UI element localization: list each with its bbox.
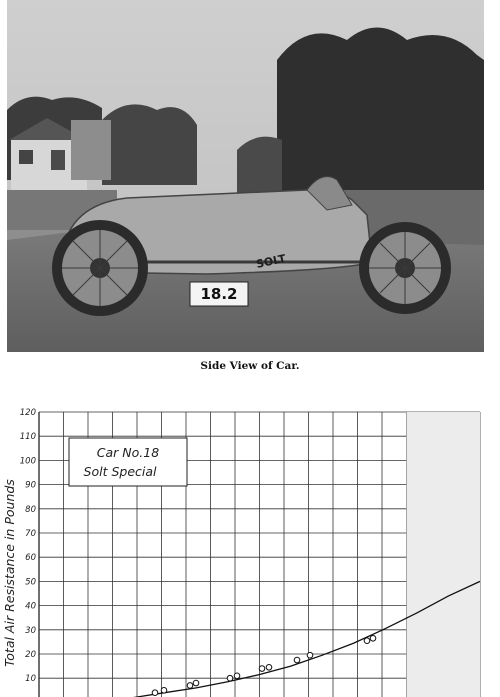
air-resistance-chart	[0, 398, 500, 697]
y-tick-label: 120	[19, 408, 36, 418]
data-point	[152, 690, 158, 696]
photo-caption: Side View of Car.	[200, 360, 300, 372]
data-point	[294, 657, 300, 663]
y-tick-label: 20	[25, 650, 36, 660]
chart-svg	[0, 398, 500, 697]
data-point	[227, 675, 233, 681]
data-point	[259, 666, 265, 672]
annotation-line-2: Solt Special	[83, 464, 157, 479]
data-point	[266, 665, 272, 671]
data-point	[161, 688, 167, 694]
y-tick-label: 10	[25, 674, 36, 685]
data-point	[364, 638, 370, 644]
y-tick-label: 70	[25, 529, 36, 539]
data-point	[234, 673, 240, 679]
y-tick-label: 50	[25, 577, 36, 588]
shaded-region	[407, 412, 481, 697]
y-tick-label: 90	[25, 480, 36, 491]
data-point	[187, 683, 193, 689]
y-tick-label: 30	[25, 625, 36, 636]
y-tick-label: 100	[19, 456, 36, 467]
car-body-lettering: SOLT	[254, 251, 287, 271]
car-photo-illustration	[7, 0, 484, 352]
y-axis-label: Total Air Resistance in Pounds	[2, 479, 17, 667]
y-tick-label: 80	[25, 504, 36, 515]
data-point	[307, 652, 313, 658]
data-point	[193, 680, 199, 686]
y-tick-label: 110	[19, 432, 36, 443]
car-photo	[7, 0, 484, 352]
number-plate: 18.2	[200, 285, 238, 303]
y-tick-label: 40	[25, 601, 36, 612]
annotation-line-1: Car No.18	[96, 445, 160, 460]
y-tick-label: 60	[25, 553, 36, 564]
data-point	[370, 635, 376, 641]
